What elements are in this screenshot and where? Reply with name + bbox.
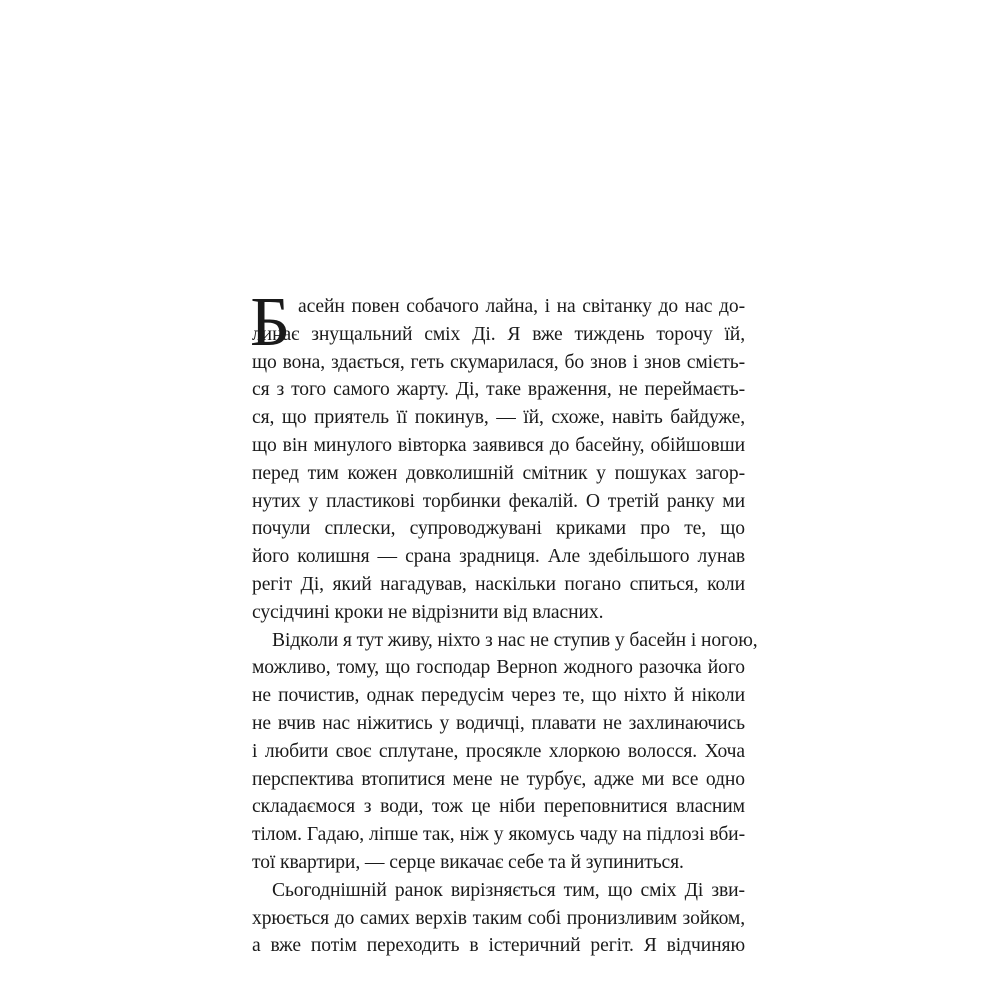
text-line: можливо, тому, що господар Верноn жодного разочка його (252, 657, 745, 679)
text-line: почули сплески, супроводжувані криками про те, що (252, 518, 745, 540)
text-line: що вона, здається, геть скумарилася, бо знов і знов смієть- (252, 351, 745, 373)
text-line: його колишня — срана зрадниця. Але здебільшого лунав (252, 546, 745, 568)
text-line: тої квартири, — серце викачає себе та й зупиниться. (252, 851, 684, 873)
paragraph-2 (252, 627, 758, 877)
text-line: регіт Ді, який нагадував, наскільки погано спиться, коли (252, 573, 745, 595)
text-line: що він минулого вівторка заявився до басейну, обійшовши (252, 434, 745, 456)
text-line: сусідчині кроки не відрізнити від власних. (252, 601, 604, 623)
text-line: перед тим кожен довколишній смітник у пошуках загор- (252, 462, 745, 484)
text-line: нутих у пластикові торбинки фекалій. О третій ранку ми (252, 490, 745, 512)
paragraph-3 (252, 877, 745, 960)
text-line: перспектива втопитися мене не турбує, адже ми все одно (252, 768, 745, 790)
text-line: тілом. Гадаю, ліпше так, ніж у якомусь чаду на підлозі вби- (252, 824, 745, 846)
text-line: ся з того самого жарту. Ді, таке враження, не переймаєть- (252, 379, 745, 401)
text-line: хрюється до самих верхів таким собі пронизливим зойком, (252, 907, 745, 929)
text-line: і любити своє сплутане, просякле хлоркою волосся. Хоча (252, 740, 745, 762)
text-line: асейн повен собачого лайна, і на світанку до нас до- (298, 296, 745, 317)
drop-cap-letter: Б (250, 284, 291, 361)
book-page (250, 284, 758, 960)
text-line: не почистив, однак передусім через те, що ніхто й ніколи (252, 685, 745, 707)
text-line: а вже потім переходить в істеричний регіт. Я відчиняю (252, 935, 745, 957)
text-line: ся, що приятель її покинув, — їй, схоже, навіть байдуже, (252, 407, 745, 429)
text-line: линає знущальний сміх Ді. Я вже тиждень торочу їй, (252, 323, 745, 345)
text-line: не вчив нас ніжитись у водичці, плавати не захлинаючись (252, 712, 745, 734)
paragraph-1 (250, 284, 745, 627)
text-line: складаємося з води, тож це ніби переповнитися власним (252, 796, 745, 818)
text-line: Сьогоднішній ранок вирізняється тим, що сміх Ді зви- (272, 879, 745, 901)
text-line: Відколи я тут живу, ніхто з нас не ступив у басейн і ногою, (272, 629, 758, 651)
